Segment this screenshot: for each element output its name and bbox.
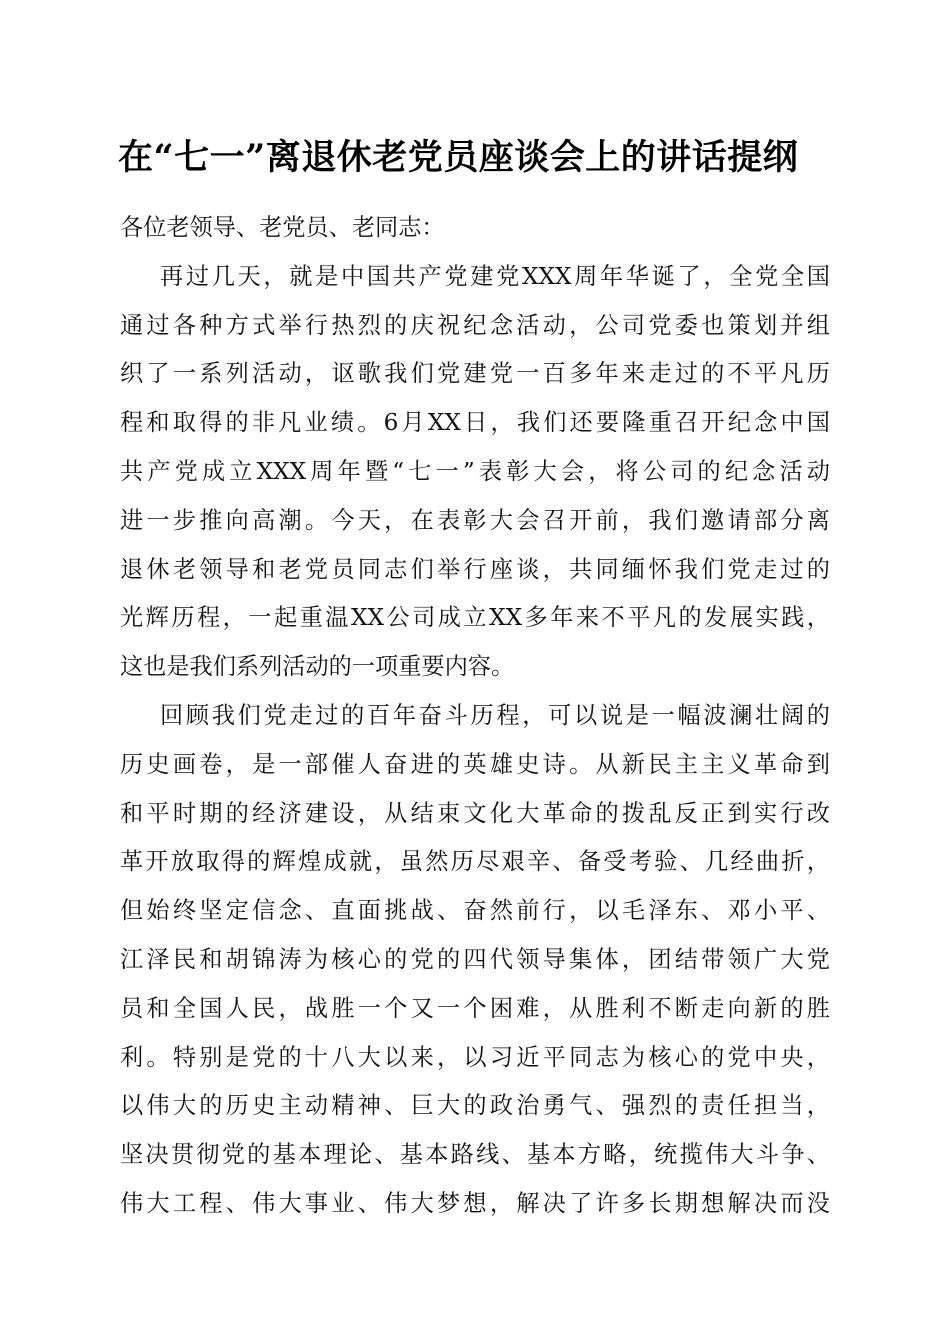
- paragraph-line: 再过几天，就是中国共产党建党XXX周年华诞了，全党全国: [160, 262, 830, 290]
- paragraph-line: 历史画卷，是一部催人奋进的英雄史诗。从新民主主义革命到: [120, 750, 830, 778]
- paragraph-line: 进一步推向高潮。今天，在表彰大会召开前，我们邀请部分离: [120, 506, 830, 534]
- paragraph-line: 以伟大的历史主动精神、巨大的政治勇气、强烈的责任担当，: [120, 1092, 830, 1120]
- paragraph-line: 共产党成立XXX周年暨“七一”表彰大会，将公司的纪念活动: [120, 457, 830, 485]
- paragraph-line: 织了一系列活动，讴歌我们党建党一百多年来走过的不平凡历: [120, 360, 830, 388]
- paragraph-line: 这也是我们系列活动的一项重要内容。: [120, 653, 515, 681]
- paragraph-line: 江泽民和胡锦涛为核心的党的四代领导集体，团结带领广大党: [120, 945, 830, 973]
- paragraph-line: 员和全国人民，战胜一个又一个困难，从胜利不断走向新的胜: [120, 994, 830, 1022]
- paragraph-line: 革开放取得的辉煌成就，虽然历尽艰辛、备受考验、几经曲折，: [120, 848, 830, 876]
- paragraph-line: 程和取得的非凡业绩。6月XX日，我们还要隆重召开纪念中国: [120, 409, 830, 437]
- paragraph-line: 回顾我们党走过的百年奋斗历程，可以说是一幅波澜壮阔的: [160, 701, 830, 729]
- paragraph-2: [120, 692, 830, 1229]
- salutation: 各位老领导、老党员、老同志：: [120, 214, 445, 241]
- paragraph-1: [120, 253, 830, 692]
- paragraph-line: 通过各种方式举行热烈的庆祝纪念活动，公司党委也策划并组: [120, 311, 830, 339]
- paragraph-line: 伟大工程、伟大事业、伟大梦想，解决了许多长期想解决而没: [120, 1189, 830, 1217]
- paragraph-line: 和平时期的经济建设，从结束文化大革命的拨乱反正到实行改: [120, 799, 830, 827]
- paragraph-line: 退休老领导和老党员同志们举行座谈，共同缅怀我们党走过的: [120, 555, 830, 583]
- paragraph-line: 利。特别是党的十八大以来，以习近平同志为核心的党中央，: [120, 1043, 830, 1071]
- paragraph-line: 但始终坚定信念、直面挑战、奋然前行，以毛泽东、邓小平、: [120, 897, 830, 925]
- document-title: 在“七一”离退休老党员座谈会上的讲话提纲: [118, 137, 799, 178]
- paragraph-line: 坚决贯彻党的基本理论、基本路线、基本方略，统揽伟大斗争、: [120, 1141, 830, 1169]
- paragraph-line: 光辉历程，一起重温XX公司成立XX多年来不平凡的发展实践，: [120, 604, 830, 632]
- document-body: [120, 204, 830, 1229]
